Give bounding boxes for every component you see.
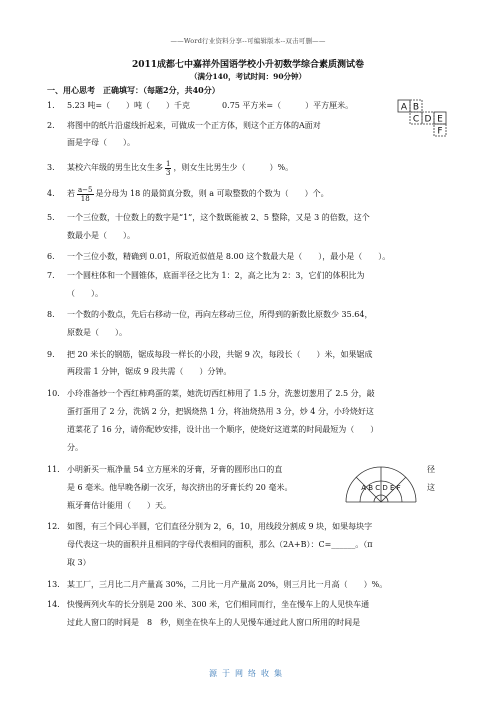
q4-fraction-top: a−5 (78, 185, 93, 194)
q14-text-2: 过此人窗口的时间是 8 秒，则坐在快车上的人见慢车通过此人窗口所用的时间是 (67, 618, 361, 627)
q11-number: 11. (47, 465, 60, 474)
q4-text (67, 183, 329, 205)
q5-text-2: 数最小是（ ）。 (67, 231, 135, 240)
q14-text-1: 快慢两列火车的长分别是 200 米、300 米，它们相同而行，坐在慢车上的人见快车通 (67, 600, 370, 609)
q4-text-b: 是分母为 18 的最简真分数，则 a 可取整数的个数为（ ）个。 (95, 189, 329, 198)
q7-number: 7. (47, 271, 55, 280)
q10-number: 10. (47, 389, 60, 398)
net-label-b: B (412, 102, 420, 113)
q7-text-2: （ ）。 (67, 289, 103, 298)
q4-fraction-bottom: 18 (80, 194, 90, 203)
q13-number: 13. (47, 580, 60, 589)
q3-fraction-bottom: 3 (166, 168, 171, 177)
net-label-d: D (424, 114, 432, 125)
q4-number: 4. (47, 189, 55, 198)
q13-text: 某工厂，三月比二月产量高 30%，二月比一月产量高 20%，则三月比一月高（ ）%。 (67, 580, 388, 589)
q10-text-4: 分。 (67, 443, 83, 452)
q9-text-1: 把 20 米长的钢筋，锯成每段一样长的小段，共锯 9 次，每段长（ ）米，如果锯成 (67, 350, 373, 359)
q14-number: 14. (47, 600, 60, 609)
net-label-a: A (400, 102, 408, 113)
q4-fraction (77, 186, 94, 203)
q4-text-a: 若 (67, 189, 75, 198)
q11-text-2-end: 这 (427, 483, 435, 492)
q12-text-1: 如图，有三个同心半圆，它们直径分别为 2，6，10，用线段分割成 9 块，如果每块字 (67, 522, 373, 531)
q3-fraction-top: 1 (166, 159, 171, 168)
exam-title: 2011成都七中嘉祥外国语学校小升初数学综合素质测试卷 (131, 60, 365, 70)
q5-number: 5. (47, 213, 55, 222)
cube-net-figure (396, 98, 456, 150)
q1-text: 5.23 吨=（ ）吨（ ）千克 0.75 平方米=（ ）平方厘米。 (67, 101, 354, 110)
net-label-f: F (437, 126, 443, 137)
q11-text-1: 小明新买一瓶净量 54 立方厘米的牙膏，牙膏的圆形出口的直 (67, 465, 283, 474)
q3-number: 3. (47, 163, 55, 172)
q12-number: 12. (47, 522, 60, 531)
q10-text-2: 蛋打蛋用了 2 分，洗锅 2 分，把锅烧热 1 分，将油烧热用 3 分，炒 4 分，小玲烧好这 (67, 407, 374, 416)
q7-text-1: 一个圆柱体和一个圆锥体，底面半径之比为 1：2，高之比为 2：3，它们的体积比为 (67, 271, 365, 280)
q1-number: 1. (47, 101, 55, 110)
semicircle-letters: A B C D E F (361, 484, 401, 492)
q6-number: 6. (47, 252, 55, 261)
page-footer: 源于网络收集 (209, 669, 287, 678)
q11-text-2: 是 6 毫米。他早晚各刷一次牙，每次挤出的牙膏长约 20 毫米。 (67, 483, 293, 492)
q11-text-1-end: 径 (427, 465, 435, 474)
q3-fraction (165, 160, 171, 177)
q11-text-3: 瓶牙膏估计能用（ ）天。 (67, 501, 171, 510)
q12-text-2: 母代表这一块的面积并且相同的字母代表相同的面积，那么（2A+B）：C=______。（π (67, 540, 373, 549)
section-heading: 一、用心思考 正确填写：（每题2分，共40分） (47, 85, 220, 95)
q5-text-1: 一个三位数，十位数上的数字是“1”，这个数既能被 2、5 整除，又是 3 的倍数，这个 (67, 213, 370, 222)
q2-text-1: 将图中的纸片沿虚线折起来，可做成一个正方体，则这个正方体的A面对 (67, 121, 321, 130)
q3-text-a: 某校六年级的男生比女生多 (67, 163, 163, 172)
q3-text-b: ，则女生比男生少（ ）%。 (173, 163, 294, 172)
q8-text-2: 原数是（ ）。 (67, 328, 127, 337)
semicircle-figure (343, 466, 419, 506)
page-header: ——Word行业资料分享--可编辑版本--双击可删—— (170, 37, 326, 45)
q3-text (67, 157, 293, 179)
q10-text-3: 道菜花了 16 分，请你配妙安排，设计出一个顺序，使烧好这道菜的时间最短为（ ） (67, 425, 379, 434)
exam-subtitle: （满分140，考试时间：90分钟） (189, 72, 307, 81)
q8-number: 8. (47, 310, 55, 319)
q8-text-1: 一个数的小数点，先后右移动一位，再向左移动三位，所得到的新数比原数少 35.64， (67, 310, 373, 319)
q2-number: 2. (47, 121, 55, 130)
q12-text-3: 取 3） (67, 558, 91, 567)
q9-number: 9. (47, 350, 55, 359)
q9-text-2: 两段需 1 分钟，锯成 9 段共需（ ）分钟。 (67, 367, 232, 376)
q6-text: 一个三位小数，精确到 0.01，所取近似值是 8.00 这个数最大是（ ），最小是（ ）。 (67, 252, 391, 261)
q2-text-2: 面是字母（ ）。 (67, 138, 135, 147)
q10-text-1: 小玲准备炒一个西红柿鸡蛋的菜，她洗切西红柿用了 1.5 分，洗葱切葱用了 2.5 分，敲 (67, 389, 375, 398)
net-label-e: E (437, 114, 443, 125)
net-label-c: C (412, 114, 420, 125)
